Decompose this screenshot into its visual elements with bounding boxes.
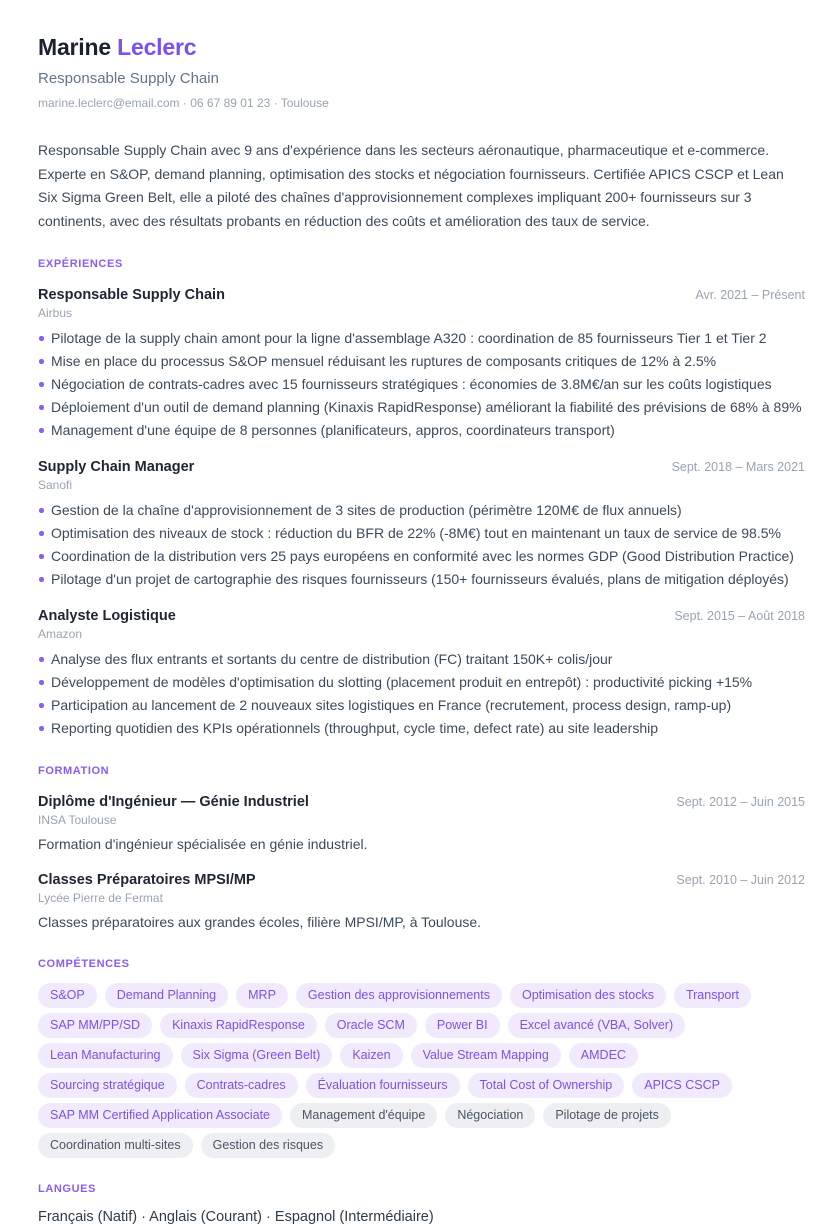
skill-pill: Value Stream Mapping bbox=[411, 1043, 561, 1068]
bullet-item: Coordination de la distribution vers 25 pays européens en conformité avec les normes GDP (Good Distribution Practice) bbox=[38, 545, 805, 568]
skill-pill: AMDEC bbox=[569, 1043, 638, 1068]
experience-list bbox=[38, 287, 805, 740]
skills-pill-list bbox=[38, 983, 778, 1158]
bullet-item: Pilotage de la supply chain amont pour la ligne d'assemblage A320 : coordination de 85 fournisseurs Tier 1 et Tier 2 bbox=[38, 327, 805, 350]
skill-pill: Lean Manufacturing bbox=[38, 1043, 173, 1068]
soft-skill-pill: Management d'équipe bbox=[290, 1103, 437, 1128]
job-dates: Sept. 2018 – Mars 2021 bbox=[671, 460, 805, 474]
skill-pill: Kinaxis RapidResponse bbox=[160, 1013, 317, 1038]
contact-info: marine.leclerc@email.com · 06 67 89 01 23 · Toulouse bbox=[38, 96, 329, 110]
job-title: Responsable Supply Chain bbox=[38, 287, 225, 303]
section-label-skills: COMPÉTENCES bbox=[38, 958, 130, 970]
section-label-languages: LANGUES bbox=[38, 1183, 96, 1195]
job-entry bbox=[38, 287, 805, 442]
languages-text: Français (Natif) · Anglais (Courant) · Espagnol (Intermédiaire) bbox=[38, 1209, 434, 1225]
skill-pill: Gestion des approvisionnements bbox=[296, 983, 502, 1008]
education-entry bbox=[38, 794, 805, 855]
education-dates: Sept. 2010 – Juin 2012 bbox=[676, 873, 805, 887]
soft-skill-pill: Gestion des risques bbox=[201, 1133, 335, 1158]
skill-pill: SAP MM/PP/SD bbox=[38, 1013, 152, 1038]
job-entry-header bbox=[38, 608, 805, 624]
education-dates: Sept. 2012 – Juin 2015 bbox=[676, 795, 805, 809]
skill-pill: Sourcing stratégique bbox=[38, 1073, 177, 1098]
skill-pill: Power BI bbox=[425, 1013, 500, 1038]
skill-pill: Six Sigma (Green Belt) bbox=[181, 1043, 333, 1068]
education-title: Diplôme d'Ingénieur — Génie Industriel bbox=[38, 794, 309, 810]
bullet-item: Déploiement d'un outil de demand planning (Kinaxis RapidResponse) améliorant la fiabilité des prévisions de 68% à 89% bbox=[38, 396, 805, 419]
bullet-item: Pilotage d'un projet de cartographie des risques fournisseurs (150+ fournisseurs évalués, plans de mitigation déployés) bbox=[38, 568, 805, 591]
bullet-item: Management d'une équipe de 8 personnes (planificateurs, appros, coordinateurs transport) bbox=[38, 419, 805, 442]
skill-pill: Contrats-cadres bbox=[185, 1073, 298, 1098]
section-label-experience: EXPÉRIENCES bbox=[38, 258, 123, 270]
education-list bbox=[38, 794, 805, 933]
job-title: Supply Chain Manager bbox=[38, 459, 195, 475]
candidate-first-name: Marine bbox=[38, 34, 111, 60]
profile-summary: Responsable Supply Chain avec 9 ans d'expérience dans les secteurs aéronautique, pharmaceutique et e-commerce. Experte en S&OP, demand planning, optimisation des stocks et négociation fournisseurs. Certifiée APICS CSCP et Lean Six Sigma Green Belt, elle a piloté des chaînes d'approvisionnement complexes impliquant 200+ fournisseurs sur 3 continents, avec des résultats probants en réduction des coûts et amélioration des taux de service. bbox=[38, 142, 784, 229]
skill-pill: Demand Planning bbox=[105, 983, 228, 1008]
candidate-last-name: Leclerc bbox=[117, 34, 197, 60]
job-bullet-list bbox=[38, 327, 805, 442]
skill-pill: Évaluation fournisseurs bbox=[306, 1073, 460, 1098]
bullet-item: Mise en place du processus S&OP mensuel réduisant les ruptures de composants critiques de 12% à 2.5% bbox=[38, 350, 805, 373]
education-description: Classes préparatoires aux grandes écoles, filière MPSI/MP, à Toulouse. bbox=[38, 914, 482, 930]
skill-pill: MRP bbox=[236, 983, 288, 1008]
bullet-item: Développement de modèles d'optimisation du slotting (placement produit en entrepôt) : productivité picking +15% bbox=[38, 671, 805, 694]
job-dates: Avr. 2021 – Présent bbox=[695, 288, 805, 302]
skill-pill: APICS CSCP bbox=[632, 1073, 732, 1098]
bullet-item: Gestion de la chaîne d'approvisionnement de 3 sites de production (périmètre 120M€ de flux annuels) bbox=[38, 499, 805, 522]
soft-skill-pill: Négociation bbox=[445, 1103, 535, 1128]
job-title: Analyste Logistique bbox=[38, 608, 176, 624]
job-bullet-list bbox=[38, 499, 805, 591]
job-dates: Sept. 2015 – Août 2018 bbox=[674, 609, 805, 623]
job-entry bbox=[38, 608, 805, 740]
education-entry-header bbox=[38, 794, 805, 810]
job-entry-header bbox=[38, 459, 805, 475]
candidate-title: Responsable Supply Chain bbox=[38, 70, 219, 87]
skill-pill: SAP MM Certified Application Associate bbox=[38, 1103, 282, 1128]
candidate-name bbox=[38, 34, 805, 61]
section-label-education: FORMATION bbox=[38, 765, 110, 777]
education-entry bbox=[38, 872, 805, 933]
job-bullet-list bbox=[38, 648, 805, 740]
skill-pill: Optimisation des stocks bbox=[510, 983, 666, 1008]
job-entry-header bbox=[38, 287, 805, 303]
skill-pill: Oracle SCM bbox=[325, 1013, 417, 1038]
education-school: INSA Toulouse bbox=[38, 813, 117, 827]
job-entry bbox=[38, 459, 805, 591]
bullet-item: Reporting quotidien des KPIs opérationnels (throughput, cycle time, defect rate) au site leadership bbox=[38, 717, 805, 740]
education-description: Formation d'ingénieur spécialisée en génie industriel. bbox=[38, 836, 368, 852]
bullet-item: Optimisation des niveaux de stock : réduction du BFR de 22% (-8M€) tout en maintenant un taux de service de 98.5% bbox=[38, 522, 805, 545]
education-title: Classes Préparatoires MPSI/MP bbox=[38, 872, 256, 888]
skill-pill: Transport bbox=[674, 983, 751, 1008]
bullet-item: Participation au lancement de 2 nouveaux sites logistiques en France (recrutement, process design, ramp-up) bbox=[38, 694, 805, 717]
skill-pill: Kaizen bbox=[340, 1043, 402, 1068]
bullet-item: Négociation de contrats-cadres avec 15 fournisseurs stratégiques : économies de 3.8M€/an sur les coûts logistiques bbox=[38, 373, 805, 396]
job-company: Amazon bbox=[38, 627, 83, 641]
education-school: Lycée Pierre de Fermat bbox=[38, 891, 163, 905]
skill-pill: S&OP bbox=[38, 983, 97, 1008]
skill-pill: Excel avancé (VBA, Solver) bbox=[508, 1013, 686, 1038]
job-company: Airbus bbox=[38, 306, 73, 320]
bullet-item: Analyse des flux entrants et sortants du centre de distribution (FC) traitant 150K+ colis/jour bbox=[38, 648, 805, 671]
education-entry-header bbox=[38, 872, 805, 888]
resume-header bbox=[38, 34, 805, 110]
soft-skill-pill: Coordination multi-sites bbox=[38, 1133, 193, 1158]
skill-pill: Total Cost of Ownership bbox=[468, 1073, 625, 1098]
job-company: Sanofi bbox=[38, 478, 73, 492]
soft-skill-pill: Pilotage de projets bbox=[543, 1103, 671, 1128]
